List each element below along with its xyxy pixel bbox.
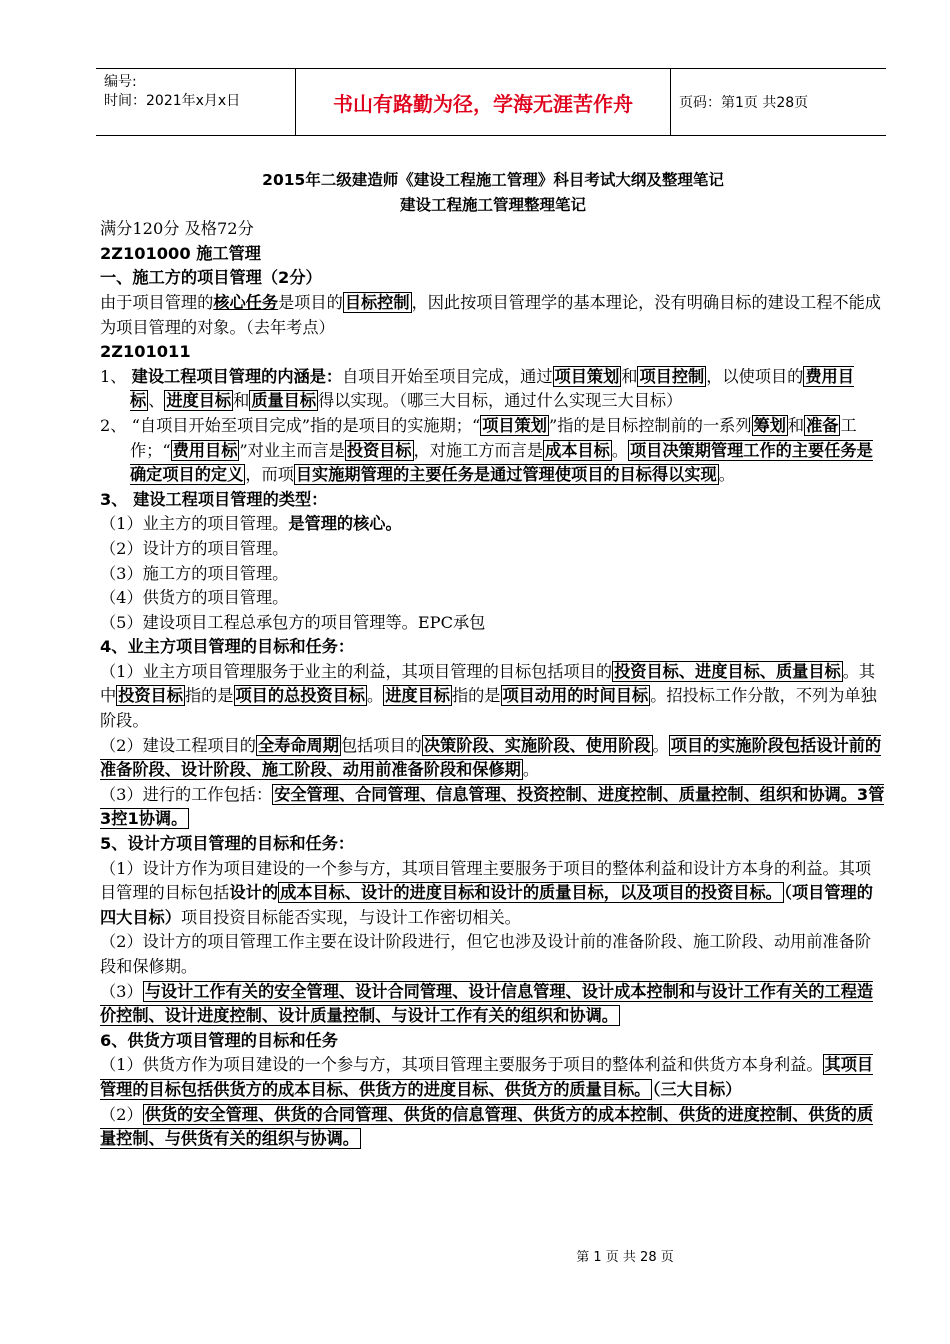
section-heading: 3、 建设工程项目管理的类型： [100, 489, 328, 509]
page-header [96, 68, 886, 136]
section-heading: 一、施工方的项目管理（2分） [100, 268, 322, 288]
header-meta [96, 69, 296, 135]
section-heading: 6、供货方项目管理的目标和任务 [100, 1030, 338, 1050]
paragraph: 由于项目管理的核心任务是项目的 目标控制 ，因此按项目管理学的基本理论，没有明确目标的建设工程不能成为项目管理的对象。（去年考点） [100, 292, 881, 337]
list-item: （1）业主方的项目管理。是管理的核心。 [100, 514, 402, 534]
section-code: 2Z101000 施工管理 [100, 243, 261, 263]
list-item: 2、 “自项目开始至项目完成”指的是项目的实施期；“ 项目策划 ”指的是目标控制前的一系列 筹划 和 准备 工作；“ 费用目标 ”对业主而言是 投资目标 ，对施工方而言是 成本目标 。 项目决策期管理工作的主要任务是确定项目的定义 ，而项 目实施期管理的主要任务是通过管理使项目的目标得以实现 。 [100, 415, 873, 485]
paragraph: （3）进行的工作包括： 安全管理、合同管理、信息管理、投资控制、进度控制、质量控制、组织和协调。3管3控1协调。 [100, 784, 885, 829]
paragraph: （2）设计方的项目管理工作主要在设计阶段进行，但它也涉及设计前的准备阶段、施工阶段、动用前准备阶段和保修期。 [100, 932, 872, 976]
time-label: 时间：2021年x月x日 [104, 93, 241, 109]
paragraph: （2） 供货的安全管理、供货的合同管理、供货的信息管理、供货方的成本控制、供货的进度控制、供货的质量控制、与供货有关的组织与协调。 [100, 1104, 874, 1149]
paragraph: （1）设计方作为项目建设的一个参与方，其项目管理主要服务于项目的整体利益和设计方本身的利益。其项目管理的目标包括设计的 成本目标、设计的进度目标和设计的质量目标，以及项目的投资目标。 （项目管理的四大目标）项目投资目标能否实现，与设计工作密切相关。 [100, 858, 873, 927]
number-label: 编号: [104, 74, 137, 90]
list-item: （5）建设项目工程总承包方的项目管理等。EPC承包 [100, 612, 486, 632]
doc-subtitle: 建设工程施工管理整理笔记 [399, 195, 586, 214]
list-item: （4）供货方的项目管理。 [100, 588, 289, 608]
page-footer: 第 1 页 共 28 页 [576, 1250, 674, 1265]
document-body [100, 168, 886, 1152]
doc-title: 2015年二级建造师《建设工程施工管理》科目考试大纲及整理笔记 [262, 171, 724, 189]
list-item: 1、 建设工程项目管理的内涵是：自项目开始至项目完成，通过 项目策划 和 项目控制 ，以使项目的 费用目标 、 进度目标 和 质量目标 得以实现。（哪三大目标，通过什么实现三大目标） [100, 366, 854, 411]
section-code: 2Z101011 [100, 342, 191, 362]
motto: 书山有路勤为径，学海无涯苦作舟 [296, 69, 671, 135]
score-line: 满分120分 及格72分 [100, 219, 254, 239]
list-item: （3）施工方的项目管理。 [100, 563, 289, 583]
paragraph: （2）建设工程项目的 全寿命周期 包括项目的 决策阶段、实施阶段、使用阶段 。 项目的实施阶段包括设计前的准备阶段、设计阶段、施工阶段、动用前准备阶段和保修期 。 [100, 735, 882, 780]
section-heading: 5、设计方项目管理的目标和任务： [100, 834, 355, 854]
section-heading: 4、业主方项目管理的目标和任务： [100, 637, 355, 657]
list-item: （2）设计方的项目管理。 [100, 538, 289, 558]
paragraph: （3） 与设计工作有关的安全管理、设计合同管理、设计信息管理、设计成本控制和与设计工作有关的工程造价控制、设计进度控制、设计质量控制、与设计工作有关的组织和协调。 [100, 981, 874, 1026]
paragraph: （1）业主方项目管理服务于业主的利益，其项目管理的目标包括项目的 投资目标、进度目标、质量目标 。其中 投资目标 指的是 项目的总投资目标 。 进度目标 指的是 项目动用的时间目标 。招投标工作分散，不列为单独阶段。 [100, 661, 877, 731]
page-info: 页码：第1页 共28页 [679, 95, 809, 111]
paragraph: （1）供货方作为项目建设的一个参与方，其项目管理主要服务于项目的整体利益和供货方本身利益。 其项目管理的目标包括供货方的成本目标、供货方的进度目标、供货方的质量目标。 （三大目标） [100, 1055, 874, 1099]
